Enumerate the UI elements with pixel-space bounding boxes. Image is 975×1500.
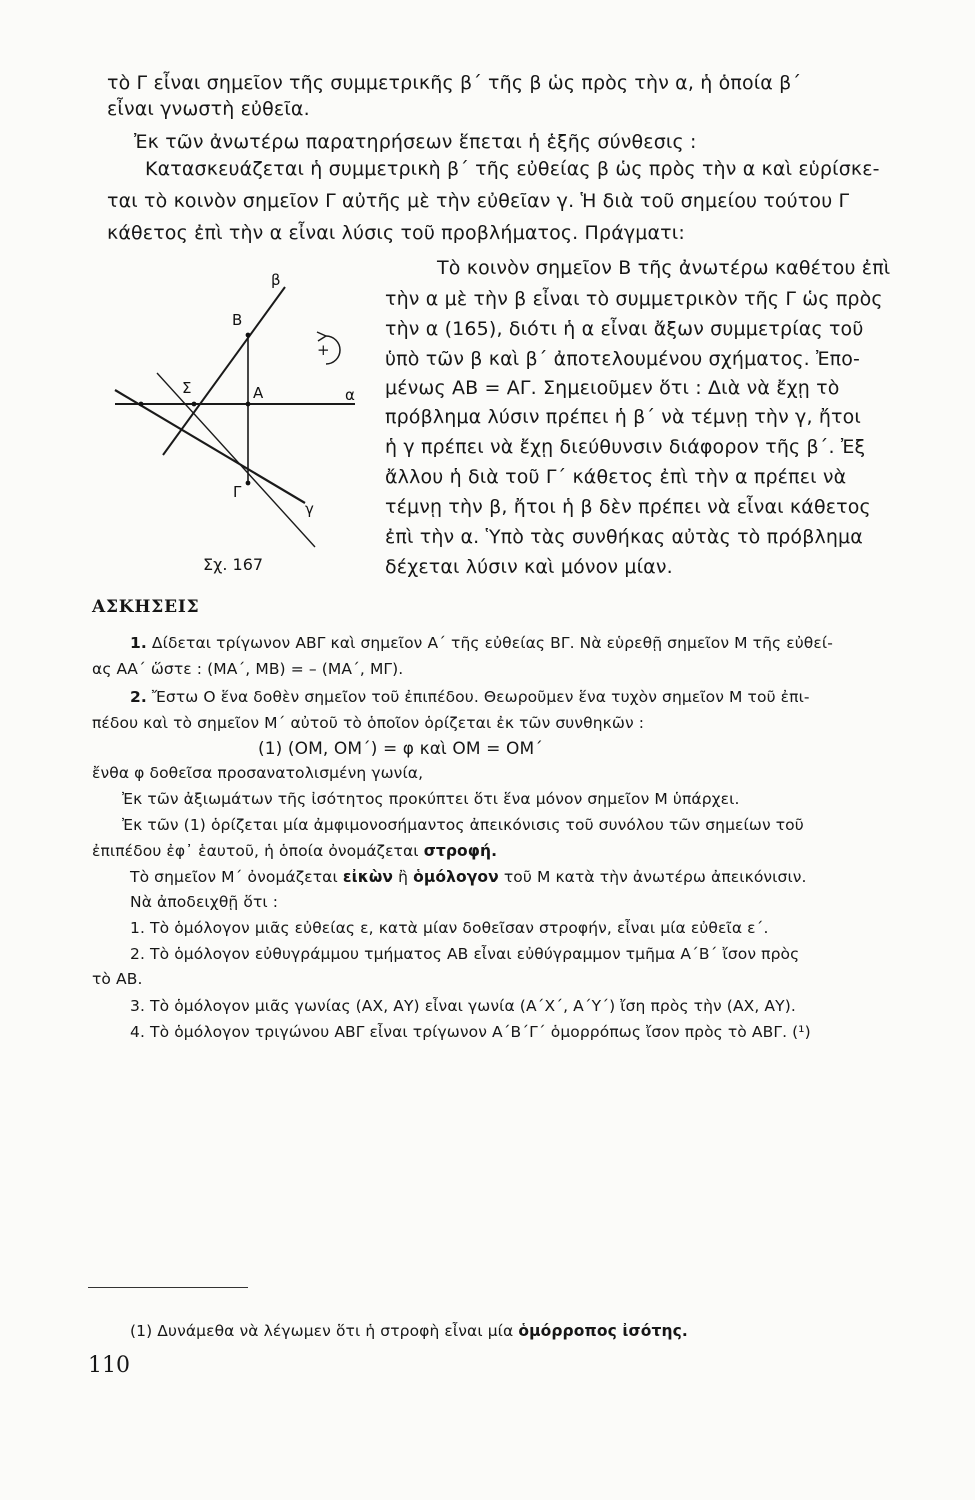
label-plus: + (317, 341, 330, 359)
list-item: 4. Τὸ ὁμόλογον τριγώνου ΑΒΓ εἶναι τρίγωνον Α΄Β΄Γ΄ ὁμορρόπως ἴσον πρὸς τὸ ΑΒΓ. (¹) (130, 1023, 811, 1041)
side-text-line: τέμνῃ τὴν β, ἤτοι ἡ β δὲν πρέπει νὰ εἶναι κάθετος (385, 496, 871, 518)
exercise-1-text: Δίδεται τρίγωνον ΑΒΓ καὶ σημεῖον Α΄ τῆς εὐθείας ΒΓ. Νὰ εὑρεθῇ σημεῖον Μ τῆς εὐθεί- (151, 634, 833, 652)
body-line: Κατασκευάζεται ἡ συμμετρικὴ β΄ τῆς εὐθείας β ὡς πρὸς τὴν α καὶ εὑρίσκε- (145, 158, 880, 180)
side-text-line: δέχεται λύσιν καὶ μόνον μίαν. (385, 556, 673, 578)
label-B: Β (232, 311, 243, 329)
line-beta-prime (115, 390, 305, 503)
exercise-2-line-3: ἔνθα φ δοθεῖσα προσανατολισμένη γωνία, (92, 764, 424, 782)
term-omologon: ὁμόλογον (413, 868, 499, 886)
side-text-line: Τὸ κοινὸν σημεῖον Β τῆς ἀνωτέρω καθέτου ἐπὶ (437, 257, 891, 279)
exercise-2-line-8: Νὰ ἀποδειχθῇ ὅτι : (130, 893, 279, 911)
label-Sigma: Σ (182, 379, 192, 397)
side-text-line: τὴν α μὲ τὴν β εἶναι τὸ συμμετρικὸν τῆς Γ ὡς πρὸς (385, 288, 883, 310)
exercise-2-text: Τὸ σημεῖον Μ΄ ὀνομάζεται (130, 868, 343, 886)
side-text-line: μένως ΑΒ = ΑΓ. Σημειοῦμεν ὅτι : Διὰ νὰ ἔχῃ τὸ (385, 377, 840, 399)
footnote (130, 1322, 688, 1340)
exercise-2-text: τοῦ Μ κατὰ τὴν ἀνωτέρω ἀπεικόνισιν. (498, 868, 807, 886)
label-alpha: α (345, 386, 355, 404)
exercise-2-text: ἢ (393, 868, 414, 886)
body-line: εἶναι γνωστὴ εὐθεῖα. (107, 98, 310, 120)
body-line: ται τὸ κοινὸν σημεῖον Γ αὐτῆς μὲ τὴν εὐθεῖαν γ. Ἡ διὰ τοῦ σημείου τούτου Γ (107, 190, 850, 212)
exercise-2-text: ἐπιπέδου ἐφ᾿ ἑαυτοῦ, ἡ ὁποία ὀνομάζεται (92, 842, 424, 860)
side-text-line: τὴν α (165), διότι ἡ α εἶναι ἄξων συμμετρίας τοῦ (385, 318, 864, 340)
exercises-heading: ΑΣΚΗΣΕΙΣ (92, 597, 200, 617)
footnote-marker: (1) (130, 1322, 153, 1340)
exercise-2-number: 2. (130, 688, 147, 706)
side-text-line: ὑπὸ τῶν β καὶ β΄ ἀποτελουμένου σχήματος. Ἐπο- (385, 348, 861, 370)
label-Gamma: Γ (233, 483, 242, 501)
point-B (246, 333, 251, 338)
side-text-line: ἄλλου ἡ διὰ τοῦ Γ΄ κάθετος ἐπὶ τὴν α πρέπει νὰ (385, 466, 847, 488)
figure-caption: Σχ. 167 (203, 555, 264, 574)
exercise-2-line-6 (92, 842, 497, 860)
footnote-rule (88, 1287, 248, 1288)
side-text-line: ἡ γ πρέπει νὰ ἔχῃ διεύθυνσιν διάφορον τῆς β΄. Ἐξ (385, 436, 866, 458)
geometry-figure (105, 265, 370, 550)
point-A (246, 402, 251, 407)
side-text-line: πρόβλημα λύσιν πρέπει ἡ β΄ νὰ τέμνῃ τὴν γ, ἤτοι (385, 406, 861, 428)
exercise-2-text: Ἔστω Ο ἕνα δοθὲν σημεῖον τοῦ ἐπιπέδου. Θεωροῦμεν ἕνα τυχὸν σημεῖον Μ τοῦ ἐπι- (151, 688, 810, 706)
body-line: Ἐκ τῶν ἀνωτέρω παρατηρήσεων ἕπεται ἡ ἑξῆς σύνθεσις : (134, 131, 697, 153)
body-line: κάθετος ἐπὶ τὴν α εἶναι λύσις τοῦ προβλήματος. Πράγματι: (107, 222, 685, 244)
line-gamma (157, 373, 315, 547)
point-left (139, 402, 144, 407)
body-line: τὸ Γ εἶναι σημεῖον τῆς συμμετρικῆς β΄ τῆς β ὡς πρὸς τὴν α, ἡ ὁποία β΄ (107, 72, 802, 94)
page-number: 110 (88, 1353, 130, 1378)
point-Sigma (192, 402, 197, 407)
exercise-1-line-2: ας ΑΑ΄ ὥστε : (ΜΑ΄, ΜΒ) = – (ΜΑ΄, ΜΓ). (92, 660, 404, 678)
list-item: 1. Τὸ ὁμόλογον μιᾶς εὐθείας ε, κατὰ μίαν δοθεῖσαν στροφήν, εἶναι μία εὐθεῖα ε΄. (130, 919, 769, 937)
list-item: 3. Τὸ ὁμόλογον μιᾶς γωνίας (ΑΧ, ΑΥ) εἶναι γωνία (Α΄Χ΄, Α΄Υ΄) ἴση πρὸς τὴν (ΑΧ, ΑΥ). (130, 997, 796, 1015)
exercise-2-line-7 (130, 868, 807, 886)
side-text-line: ἐπὶ τὴν α. Ὑπὸ τὰς συνθήκας αὐτὰς τὸ πρόβλημα (385, 526, 863, 548)
term-strofi: στροφή. (423, 842, 498, 860)
point-Gamma (246, 481, 251, 486)
list-item: 2. Τὸ ὁμόλογον εὐθυγράμμου τμήματος ΑΒ εἶναι εὐθύγραμμον τμῆμα Α΄Β΄ ἴσον πρὸς (130, 945, 800, 963)
label-gamma: γ (305, 500, 314, 518)
list-item: τὸ ΑΒ. (92, 970, 143, 988)
exercise-2-formula: (1) (ΟΜ, ΟΜ΄) = φ καὶ ΟΜ = ΟΜ΄ (258, 739, 543, 759)
rotation-arrow-head (317, 332, 326, 341)
footnote-bold-term: ὁμόρροπος ἰσότης. (518, 1322, 688, 1340)
exercise-1-line-1 (130, 634, 833, 652)
exercise-2-line-2: πέδου καὶ τὸ σημεῖον Μ΄ αὐτοῦ τὸ ὁποῖον ὁρίζεται ἐκ τῶν συνθηκῶν : (92, 714, 645, 732)
exercise-1-number: 1. (130, 634, 147, 652)
term-eikon: εἰκὼν (342, 868, 394, 886)
exercise-2-line-4: Ἐκ τῶν ἀξιωμάτων τῆς ἰσότητος προκύπτει ὅτι ἕνα μόνον σημεῖον Μ ὑπάρχει. (122, 790, 740, 808)
label-A: Α (253, 384, 264, 402)
label-beta: β (271, 271, 281, 289)
exercise-2-line-1 (130, 688, 810, 706)
exercise-2-line-5: Ἐκ τῶν (1) ὁρίζεται μία ἀμφιμονοσήμαντος ἀπεικόνισις τοῦ συνόλου τῶν σημείων τοῦ (122, 816, 804, 834)
footnote-text: Δυνάμεθα νὰ λέγωμεν ὅτι ἡ στροφὴ εἶναι μία (152, 1322, 519, 1340)
